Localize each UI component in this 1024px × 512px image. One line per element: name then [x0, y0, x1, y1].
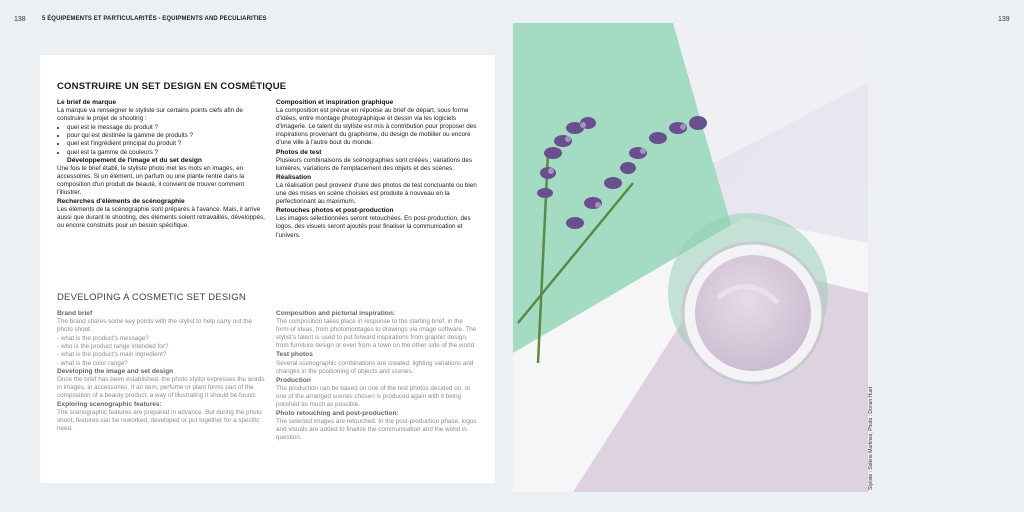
- fr-research-heading: Recherches d'éléments de scénographie: [57, 198, 185, 206]
- fr-brief-list: [57, 124, 269, 156]
- en-development-text: Once the brief has been established, the photo stylist expresses the words in images, in accessories. If an item, perfume or plant forms part of the composition of a beauty product, a way of illustrating it should be found.: [57, 375, 265, 399]
- en-brief-heading: Brand brief: [57, 310, 93, 317]
- en-development-heading: Developing the image and set design: [57, 367, 174, 375]
- fr-realisation-text: La réalisation peut provenir d'une des photos de test concluante ou bien une des mises en scène choisies est produite à nouveau en la perfectionnant au maximum.: [276, 181, 477, 206]
- fr-test-heading: Photos de test: [276, 148, 322, 156]
- fr-composition-text: La composition est prévue en réponse au brief de départ, sous forme d'idées, entre montage photographique et dessin via les logiciels d'imagerie. Le talent du styliste est mis à contribution pour proposer des inspirations provenant du graphisme, du design de mobilier ou encore d'une ville à l'autre bout du monde.: [276, 107, 477, 147]
- en-brief-text: The brand shares some key points with the stylist to help carry out the photo shoot.: [57, 318, 252, 334]
- english-column-right: [276, 310, 477, 444]
- en-retouch-text: The selected images are retouched. In the post-production phase, logos and visuals are added to finalize the communication and the world in question.: [276, 418, 477, 442]
- en-retouch-heading: Photo retouching and post-production:: [276, 410, 399, 418]
- en-composition-text: The composition takes place in response to the starting brief, in the form of ideas, from photomontages to drawings via image software. The stylist's talent is used to put forward inspirations from graphic design, from furniture design or even from a town on the other side of the world.: [276, 318, 477, 350]
- list-item: • pour qui est destinée la gamme de produits ?: [67, 132, 269, 140]
- list-item: - what is the color range?: [57, 359, 128, 367]
- right-page-number: 139: [998, 16, 1010, 23]
- en-production-text: The production can be based on one of the test photos decided on, or one of the arranged scenes chosen is produced again with it being polished as much as possible.: [276, 384, 471, 409]
- photo-credit: Styliste : Solène Martinez, Photo : Dorian Huet: [868, 386, 874, 490]
- cosmetic-set-photo: [513, 23, 868, 492]
- list-item: • quel est le message du produit ?: [67, 124, 269, 132]
- list-item: - what is the product's message?: [57, 335, 149, 343]
- fr-realisation-heading: Réalisation: [276, 173, 312, 181]
- en-research-heading: Exploring scenographic features:: [57, 401, 162, 409]
- french-column-right: [276, 99, 477, 241]
- english-column-left: [57, 310, 269, 434]
- fr-development-heading: Développement de l'image et du set design: [67, 156, 202, 164]
- english-title: DEVELOPING A COSMETIC SET DESIGN: [57, 292, 246, 303]
- left-page-number: 138: [14, 16, 26, 23]
- en-production-heading: Production: [276, 376, 311, 384]
- fr-brief-heading: Le brief de marque: [57, 99, 116, 106]
- list-item: - who is the product range intended for?: [57, 343, 169, 351]
- text-panel: [40, 55, 495, 483]
- list-item: • quel est la gamme de couleurs ?: [67, 149, 269, 157]
- list-item: - what is the product's main ingredient?: [57, 351, 167, 359]
- fr-research-text: Les éléments de la scénographie sont préparés à l'avance. Mais, il arrive aussi que durant le shooting, des éléments soient retravaillés, développés, ou encore construits pour un besoin spécifique.: [57, 206, 265, 230]
- fr-brief-text: La marque va renseigner le styliste sur certains points clefs afin de construire le projet de shooting :: [57, 107, 243, 123]
- french-column-left: [57, 99, 269, 232]
- en-test-text: Several scenographic combinations are created: lighting variations and changes in the positioning of objects and scenes.: [276, 359, 474, 375]
- fr-composition-heading: Composition et inspiration graphique: [276, 99, 394, 106]
- fr-retouch-heading: Retouches photos et post-production: [276, 207, 394, 215]
- cream: [695, 255, 811, 371]
- en-research-text: The scenographic features are prepared in advance. But during the photo shoot, features can be reworked, developed or put together for a specific need.: [57, 409, 262, 433]
- list-item: • quel est l'ingrédient principal du produit ?: [67, 140, 269, 148]
- fr-retouch-text: Les images sélectionnées seront retouchées. En post-production, des logos, des visuels seront ajoutés pour finaliser la communication et l'univers.: [276, 215, 471, 239]
- french-title: CONSTRUIRE UN SET DESIGN EN COSMÉTIQUE: [57, 81, 287, 92]
- en-test-heading: Test photos: [276, 351, 313, 359]
- fr-test-text: Plusieurs combinaisons de scénographies sont créées : variations des lumières, variations de l'emplacement des objets et des scènes.: [276, 156, 473, 172]
- fr-development-text: Une fois le brief établi, le styliste photo met les mots en images, en accessoires. Si un élément, un parfum ou une plante rentre dans la composition d'un produit de beauté, il convient de trouver comment l'illustrer.: [57, 164, 245, 197]
- chapter-header: 5 ÉQUIPEMENTS ET PARTICULARITÉS - EQUIPMENTS AND PECULIARITIES: [42, 16, 267, 22]
- en-composition-heading: Composition and pictorial inspiration:: [276, 310, 396, 317]
